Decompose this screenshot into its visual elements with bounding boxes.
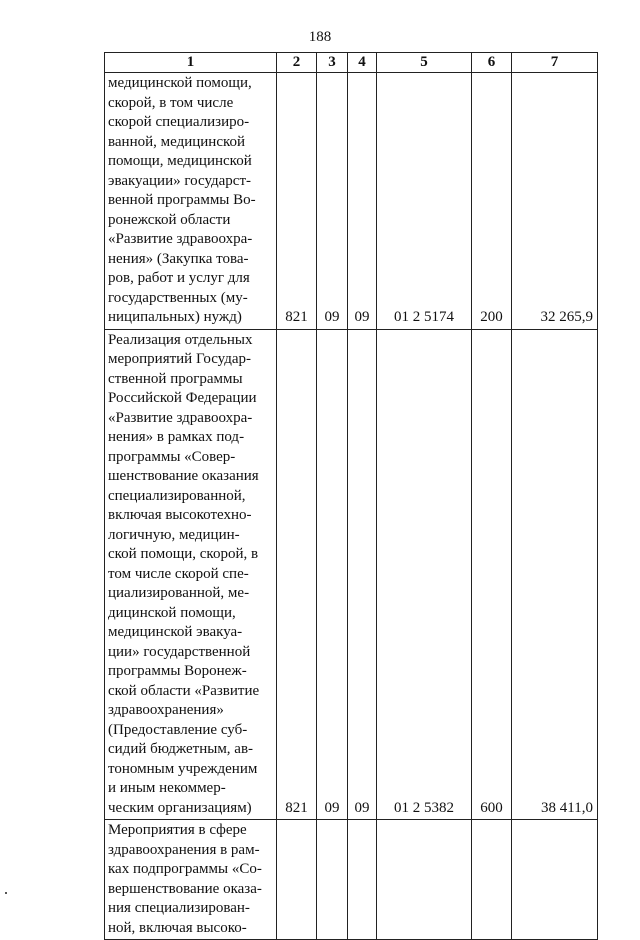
scan-speck xyxy=(5,892,7,894)
table-row xyxy=(105,820,598,940)
row-ministry-code: 821 xyxy=(277,73,317,330)
row-description: медицинской помощи, скорой, в том числе скорой специализиро- ванной, медицинской помощи, медицинской эвакуации» государст- венной программы Во- ронежской области «Развитие здравоохра- нения» (Закупка това- ров, работ и услуг для государственных (му- ниципальных) нужд) xyxy=(105,73,277,330)
column-header-1: 1 xyxy=(105,53,277,73)
row-amount xyxy=(512,820,598,940)
row-expense-type: 200 xyxy=(472,73,512,330)
row-description: Реализация отдельных мероприятий Государ- ственной программы Российской Федерации «Развитие здравоохра- нения» в рамках под- программы «Совер- шенствование оказания специализированной, включая высокотехно- логичную, медицин- ской помощи, скорой, в том числе скорой спе- циализированной, ме- дицинской помощи, медицинской эвакуа- ции» государственной программы Воронеж- ской области «Развитие здравоохранения» (Предоставление суб- сидий бюджетным, ав- тономным учрежденим и иным некоммер- ческим организациям) xyxy=(105,329,277,820)
table-header-row xyxy=(105,53,598,73)
column-header-5: 5 xyxy=(377,53,472,73)
budget-table xyxy=(104,52,598,940)
row-amount: 38 411,0 xyxy=(512,329,598,820)
row-target-article: 01 2 5382 xyxy=(377,329,472,820)
row-subsection-code xyxy=(348,820,377,940)
row-expense-type: 600 xyxy=(472,329,512,820)
row-section-code: 09 xyxy=(317,329,348,820)
row-description: Мероприятия в сфере здравоохранения в рам- ках подпрограммы «Со- вершенствование оказа- ния специализирован- ной, включая высоко- xyxy=(105,820,277,940)
row-target-article xyxy=(377,820,472,940)
table-row xyxy=(105,329,598,820)
row-subsection-code: 09 xyxy=(348,329,377,820)
table-row xyxy=(105,73,598,330)
row-section-code xyxy=(317,820,348,940)
column-header-4: 4 xyxy=(348,53,377,73)
page-number: 188 xyxy=(308,29,332,45)
column-header-2: 2 xyxy=(277,53,317,73)
row-expense-type xyxy=(472,820,512,940)
row-target-article: 01 2 5174 xyxy=(377,73,472,330)
row-subsection-code: 09 xyxy=(348,73,377,330)
row-section-code: 09 xyxy=(317,73,348,330)
row-ministry-code: 821 xyxy=(277,329,317,820)
row-ministry-code xyxy=(277,820,317,940)
column-header-3: 3 xyxy=(317,53,348,73)
column-header-6: 6 xyxy=(472,53,512,73)
column-header-7: 7 xyxy=(512,53,598,73)
row-amount: 32 265,9 xyxy=(512,73,598,330)
